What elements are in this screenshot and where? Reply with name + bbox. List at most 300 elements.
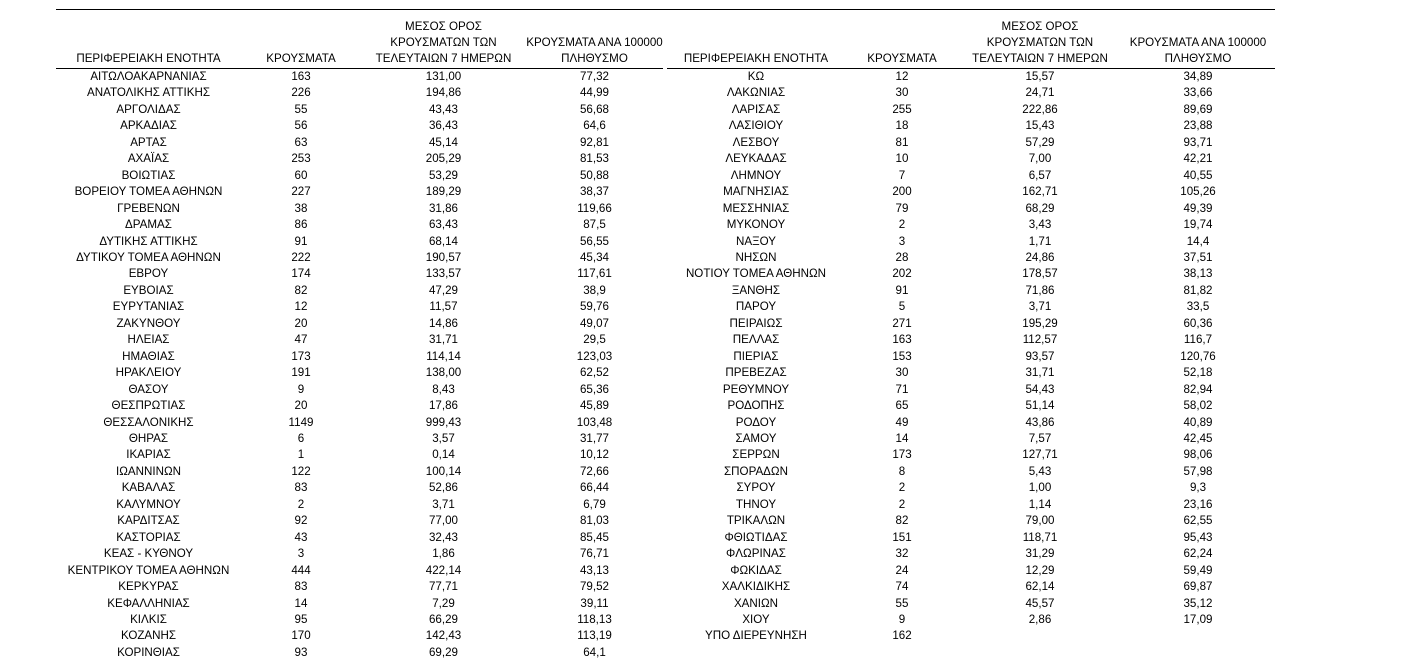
cases-cell: 153 (892, 349, 912, 363)
region-cell: ΙΚΑΡΙΑΣ (126, 448, 171, 462)
cases-cell: 9 (898, 612, 906, 626)
region-cell: ΘΗΡΑΣ (128, 431, 169, 445)
avg-7day-cell: 77,00 (428, 514, 458, 528)
region-cell: ΦΛΩΡΙΝΑΣ (726, 547, 786, 561)
cases-cell: 14 (895, 431, 909, 445)
table-row (56, 316, 663, 332)
table-row (667, 464, 1275, 480)
per-100k-cell: 81,53 (579, 152, 609, 166)
avg-7day-cell: 1,14 (1028, 497, 1052, 511)
cases-cell: 3 (898, 234, 906, 248)
cases-cell: 91 (294, 234, 308, 248)
cases-cell: 12 (294, 300, 308, 314)
avg-7day-cell: 53,29 (428, 168, 458, 182)
avg-7day-cell: 68,14 (428, 234, 458, 248)
cases-cell: 222 (291, 250, 311, 264)
per-100k-cell: 38,13 (1183, 267, 1213, 281)
cases-cell: 9 (297, 382, 305, 396)
region-cell: ΚΙΛΚΙΣ (130, 612, 167, 626)
per-100k-cell: 62,24 (1183, 547, 1213, 561)
table-row (667, 118, 1275, 134)
cases-cell: 71 (895, 382, 909, 396)
cases-cell: 55 (895, 596, 909, 610)
per-100k-cell: 81,82 (1183, 283, 1213, 297)
per-100k-cell: 62,52 (579, 366, 609, 380)
per-100k-cell: 64,6 (583, 119, 606, 133)
avg-7day-cell: 100,14 (425, 464, 462, 478)
per-100k-cell: 43,13 (579, 563, 609, 577)
avg-7day-cell: 131,00 (425, 70, 462, 83)
per-100k-cell: 49,39 (1183, 201, 1213, 215)
cases-cell: 122 (291, 464, 311, 478)
avg-7day-cell: 3,71 (1028, 300, 1052, 314)
per-100k-cell: 6,79 (583, 497, 606, 511)
per-100k-cell: 56,68 (579, 102, 609, 116)
per-100k-cell: 45,34 (579, 250, 609, 264)
table-row (56, 217, 663, 233)
table-row (56, 628, 663, 644)
cases-cell: 173 (291, 349, 311, 363)
cases-cell: 8 (898, 464, 906, 478)
avg-7day-cell: 12,29 (1025, 563, 1055, 577)
per-100k-cell: 39,11 (580, 596, 609, 610)
region-cell: ΠΕΛΛΑΣ (732, 333, 780, 347)
table-row (56, 168, 663, 184)
region-cell: ΒΟΙΩΤΙΑΣ (121, 168, 176, 182)
table-row (667, 250, 1275, 266)
region-cell: ΜΑΓΝΗΣΙΑΣ (723, 185, 789, 199)
region-cell: ΤΗΝΟΥ (735, 497, 777, 511)
region-cell: ΛΗΜΝΟΥ (730, 168, 782, 182)
table-row (56, 497, 663, 513)
table-row (56, 447, 663, 463)
region-cell: ΝΑΞΟΥ (735, 234, 777, 248)
avg-7day-cell: 999,43 (425, 415, 462, 429)
table-row (56, 382, 663, 398)
avg-7day-cell (959, 628, 1121, 644)
region-cell: ΡΟΔΟΠΗΣ (727, 399, 785, 413)
region-cell: ΘΕΣΣΑΛΟΝΙΚΗΣ (103, 415, 194, 429)
cases-cell: 170 (291, 629, 311, 643)
cases-cell: 86 (294, 218, 308, 232)
region-cell: ΧΙΟΥ (742, 612, 770, 626)
avg-7day-cell: 47,29 (428, 283, 458, 297)
region-cell: ΗΛΕΙΑΣ (127, 333, 170, 347)
cases-cell: 83 (294, 580, 308, 594)
table-row (667, 217, 1275, 233)
region-cell: ΑΡΤΑΣ (130, 135, 167, 149)
region-cell: ΠΡΕΒΕΖΑΣ (725, 366, 787, 380)
per-100k-cell: 79,52 (579, 580, 609, 594)
cases-cell: 163 (892, 333, 912, 347)
cases-cell: 83 (294, 481, 308, 495)
cases-cell: 3 (297, 547, 305, 561)
avg-7day-cell: 63,43 (428, 218, 458, 232)
cases-cell: 202 (892, 267, 912, 281)
table-row (56, 201, 663, 217)
cases-cell: 56 (294, 119, 308, 133)
per-100k-cell: 65,36 (579, 382, 609, 396)
table-row (56, 332, 663, 348)
cases-cell: 82 (895, 514, 909, 528)
per-100k-cell: 116,7 (1183, 333, 1213, 347)
table-row (56, 184, 663, 200)
avg-7day-cell: 7,29 (432, 596, 455, 610)
per-100k-cell: 38,9 (583, 283, 606, 297)
table-row (667, 201, 1275, 217)
region-cell: ΑΧΑΪΑΣ (127, 152, 170, 166)
table-row (667, 513, 1275, 529)
avg-7day-cell: 222,86 (1022, 102, 1058, 116)
table-row (56, 513, 663, 529)
per-100k-cell: 34,89 (1183, 70, 1213, 83)
cases-cell: 74 (895, 580, 909, 594)
cases-cell: 2 (898, 218, 906, 232)
per-100k-cell: 50,88 (579, 168, 609, 182)
cases-cell: 173 (892, 448, 912, 462)
region-cell: ΚΕΝΤΡΙΚΟΥ ΤΟΜΕΑ ΑΘΗΝΩΝ (67, 563, 230, 577)
table-row (56, 480, 663, 496)
table-row (56, 250, 663, 266)
table-row (56, 283, 663, 299)
cases-cell: 2 (898, 481, 906, 495)
avg-7day-column-header: ΜΕΣΟΣ ΟΡΟΣ ΚΡΟΥΣΜΑΤΩΝ ΤΩΝ ΤΕΛΕΥΤΑΙΩΝ 7 ΗΜΕΡΩΝ (972, 20, 1108, 65)
avg-7day-cell: 77,71 (428, 580, 458, 594)
table-row (667, 563, 1275, 579)
region-cell: ΔΡΑΜΑΣ (125, 218, 172, 232)
table-row (56, 299, 663, 315)
avg-7day-cell: 138,00 (425, 366, 462, 380)
per-100k-cell: 87,5 (583, 218, 606, 232)
avg-7day-cell: 43,86 (1025, 415, 1055, 429)
avg-7day-cell: 6,57 (1028, 168, 1052, 182)
cases-cell: 151 (892, 530, 912, 544)
table-row (56, 530, 663, 546)
cases-cell: 24 (895, 563, 909, 577)
table-row (667, 102, 1275, 118)
per-100k-cell: 52,18 (1183, 366, 1213, 380)
region-cell: ΚΕΡΚΥΡΑΣ (118, 580, 179, 594)
left-header-row (56, 19, 663, 69)
per-100k-cell: 56,55 (579, 234, 609, 248)
per-100k-cell: 44,99 (579, 86, 609, 100)
cases-cell: 79 (895, 201, 909, 215)
region-cell: ΑΡΓΟΛΙΔΑΣ (116, 102, 181, 116)
region-cell: ΛΕΣΒΟΥ (732, 135, 780, 149)
per-100k-cell: 17,09 (1183, 612, 1213, 626)
avg-7day-cell: 118,71 (1022, 530, 1058, 544)
region-cell: ΤΡΙΚΑΛΩΝ (726, 514, 786, 528)
avg-7day-column-header: ΜΕΣΟΣ ΟΡΟΣ ΚΡΟΥΣΜΑΤΩΝ ΤΩΝ ΤΕΛΕΥΤΑΙΩΝ 7 ΗΜΕΡΩΝ (375, 20, 512, 65)
right-header-row (667, 19, 1275, 69)
per-100k-cell: 66,44 (579, 481, 609, 495)
avg-7day-cell: 69,29 (428, 645, 458, 659)
region-column-header: ΠΕΡΙΦΕΡΕΙΑΚΗ ΕΝΟΤΗΤΑ (76, 52, 221, 65)
table-row (56, 69, 663, 86)
cases-cell: 18 (895, 119, 909, 133)
per-100k-cell: 82,94 (1183, 382, 1213, 396)
avg-7day-cell: 8,43 (432, 382, 455, 396)
avg-7day-cell: 3,57 (432, 431, 455, 445)
avg-7day-cell: 31,86 (428, 201, 458, 215)
cases-cell: 10 (895, 152, 909, 166)
region-cell: ΚΩ (747, 70, 765, 83)
table-row (667, 612, 1275, 628)
table-row (667, 497, 1275, 513)
per-100k-cell: 93,71 (1183, 135, 1213, 149)
per-100k-cell: 76,71 (579, 547, 609, 561)
per-100k-cell: 64,1 (583, 645, 606, 659)
avg-7day-cell: 3,71 (432, 497, 455, 511)
avg-7day-cell: 1,71 (1028, 234, 1052, 248)
avg-7day-cell: 57,29 (1025, 135, 1055, 149)
avg-7day-cell: 62,14 (1025, 580, 1055, 594)
region-cell: ΚΑΡΔΙΤΣΑΣ (117, 514, 180, 528)
per-100k-cell: 117,61 (577, 267, 612, 281)
per-100k-cell: 69,87 (1183, 580, 1213, 594)
per-100k-cell: 35,12 (1183, 596, 1213, 610)
per-100k-cell: 118,13 (577, 612, 612, 626)
region-cell: ΘΑΣΟΥ (128, 382, 169, 396)
region-cell: ΚΑΣΤΟΡΙΑΣ (116, 530, 181, 544)
region-cell: ΦΩΚΙΔΑΣ (730, 563, 782, 577)
cases-cell: 253 (291, 152, 311, 166)
region-cell: ΛΑΚΩΝΙΑΣ (726, 86, 786, 100)
region-cell: ΚΑΒΑΛΑΣ (121, 481, 176, 495)
avg-7day-cell: 24,86 (1025, 250, 1055, 264)
region-cell: ΙΩΑΝΝΙΝΩΝ (116, 464, 181, 478)
cases-cell: 43 (294, 530, 308, 544)
table-row (667, 579, 1275, 595)
avg-7day-cell: 178,57 (1022, 267, 1058, 281)
per-100k-cell: 29,5 (583, 333, 606, 347)
table-row (667, 447, 1275, 463)
region-cell: ΚΟΖΑΝΗΣ (120, 629, 177, 643)
table-row (667, 316, 1275, 332)
region-cell: ΚΕΦΑΛΛΗΝΙΑΣ (107, 596, 190, 610)
table-row (56, 266, 663, 282)
avg-7day-cell: 133,57 (425, 267, 462, 281)
cases-cell: 63 (294, 135, 308, 149)
avg-7day-cell: 31,71 (1025, 366, 1055, 380)
cases-cell: 82 (294, 283, 308, 297)
per-100k-cell: 14,4 (1186, 234, 1210, 248)
right-cases-table (667, 19, 1275, 645)
per-100k-cell: 40,89 (1183, 415, 1213, 429)
cases-cell: 93 (294, 645, 308, 659)
avg-7day-cell: 3,43 (1028, 218, 1052, 232)
per-100k-cell: 62,55 (1183, 514, 1213, 528)
region-cell: ΑΝΑΤΟΛΙΚΗΣ ΑΤΤΙΚΗΣ (86, 86, 210, 100)
avg-7day-cell: 43,43 (428, 102, 458, 116)
avg-7day-cell: 127,71 (1022, 448, 1058, 462)
cases-cell: 65 (895, 399, 909, 413)
table-row (667, 299, 1275, 315)
per-100k-cell: 23,88 (1183, 119, 1213, 133)
avg-7day-cell: 7,00 (1028, 152, 1052, 166)
cases-cell: 163 (291, 70, 311, 83)
avg-7day-cell: 45,14 (428, 135, 458, 149)
per-100k-column-header: ΚΡΟΥΣΜΑΤΑ ΑΝΑ 100000 ΠΛΗΘΥΣΜΟ (526, 36, 663, 65)
region-cell: ΣΥΡΟΥ (736, 481, 776, 495)
per-100k-cell: 40,55 (1183, 168, 1213, 182)
avg-7day-cell: 142,43 (425, 629, 462, 643)
region-cell: ΛΑΡΙΣΑΣ (731, 102, 781, 116)
table-row (56, 85, 663, 101)
avg-7day-cell: 71,86 (1025, 283, 1055, 297)
table-row (667, 546, 1275, 562)
cases-cell: 6 (297, 431, 305, 445)
cases-cell: 227 (291, 185, 311, 199)
cases-cell: 5 (898, 300, 906, 314)
region-cell: ΠΙΕΡΙΑΣ (733, 349, 779, 363)
region-cell: ΝΟΤΙΟΥ ΤΟΜΕΑ ΑΘΗΝΩΝ (685, 267, 827, 281)
avg-7day-cell: 205,29 (425, 152, 462, 166)
per-100k-cell: 59,49 (1183, 563, 1213, 577)
avg-7day-cell: 45,57 (1025, 596, 1055, 610)
avg-7day-cell: 114,14 (426, 349, 461, 363)
region-cell: ΧΑΝΙΩΝ (733, 596, 779, 610)
region-cell: ΣΕΡΡΩΝ (732, 448, 780, 462)
avg-7day-cell: 1,00 (1028, 481, 1052, 495)
top-rule (56, 9, 1275, 10)
cases-cell: 95 (294, 612, 308, 626)
per-100k-cell: 49,07 (579, 316, 609, 330)
cases-cell: 20 (294, 316, 308, 330)
avg-7day-cell: 68,29 (1025, 201, 1055, 215)
avg-7day-cell: 31,29 (1025, 547, 1055, 561)
left-table-body (56, 69, 663, 661)
per-100k-cell: 38,37 (579, 185, 609, 199)
table-row (56, 596, 663, 612)
table-row (56, 349, 663, 365)
cases-cell: 28 (895, 250, 909, 264)
avg-7day-cell: 162,71 (1022, 185, 1058, 199)
table-row (667, 628, 1275, 644)
table-row (667, 382, 1275, 398)
table-row (667, 398, 1275, 414)
avg-7day-cell: 195,29 (1022, 316, 1058, 330)
cases-cell: 12 (895, 70, 909, 83)
region-cell: ΕΒΡΟΥ (128, 267, 169, 281)
avg-7day-cell: 1,86 (432, 547, 455, 561)
avg-7day-cell: 112,57 (1022, 333, 1058, 347)
region-cell: ΡΟΔΟΥ (735, 415, 777, 429)
per-100k-cell: 33,66 (1183, 86, 1213, 100)
avg-7day-cell: 79,00 (1025, 514, 1055, 528)
cases-cell: 174 (291, 267, 311, 281)
region-cell: ΞΑΝΘΗΣ (731, 283, 781, 297)
region-cell: ΗΜΑΘΙΑΣ (122, 349, 175, 363)
per-100k-cell: 37,51 (1183, 250, 1213, 264)
per-100k-cell: 77,32 (579, 70, 609, 83)
region-cell: ΚΟΡΙΝΘΙΑΣ (117, 645, 180, 659)
cases-cell: 444 (291, 563, 311, 577)
cases-cell: 200 (892, 185, 912, 199)
region-cell: ΑΡΚΑΔΙΑΣ (120, 119, 177, 133)
table-row (56, 546, 663, 562)
per-100k-column-header: ΚΡΟΥΣΜΑΤΑ ΑΝΑ 100000 ΠΛΗΘΥΣΜΟ (1129, 36, 1267, 65)
per-100k-cell: 10,12 (579, 448, 609, 462)
per-100k-cell: 9,3 (1189, 481, 1207, 495)
table-row (56, 151, 663, 167)
avg-7day-cell: 51,14 (1025, 399, 1055, 413)
avg-7day-cell: 54,43 (1025, 382, 1055, 396)
table-row (667, 596, 1275, 612)
region-cell: ΧΑΛΚΙΔΙΚΗΣ (721, 580, 791, 594)
region-cell: ΚΑΛΥΜΝΟΥ (116, 497, 181, 511)
cases-cell: 92 (294, 514, 308, 528)
cases-cell: 55 (294, 102, 308, 116)
cases-cell: 30 (895, 86, 909, 100)
cases-cell: 271 (892, 316, 912, 330)
per-100k-cell: 120,76 (1180, 349, 1216, 363)
region-cell: ΦΘΙΩΤΙΔΑΣ (724, 530, 788, 544)
avg-7day-cell: 5,43 (1028, 464, 1052, 478)
per-100k-cell: 57,98 (1183, 464, 1213, 478)
per-100k-cell: 45,89 (579, 399, 609, 413)
left-cases-table (56, 19, 663, 661)
cases-cell: 1149 (288, 415, 314, 429)
per-100k-cell (1121, 628, 1275, 644)
cases-cell: 20 (294, 399, 308, 413)
region-cell: ΑΙΤΩΛΟΑΚΑΡΝΑΝΙΑΣ (90, 70, 207, 83)
per-100k-cell: 19,74 (1183, 218, 1213, 232)
avg-7day-cell: 194,86 (425, 86, 462, 100)
table-row (56, 135, 663, 151)
table-row (56, 431, 663, 447)
region-cell: ΒΟΡΕΙΟΥ ΤΟΜΕΑ ΑΘΗΝΩΝ (74, 185, 223, 199)
region-column-header: ΠΕΡΙΦΕΡΕΙΑΚΗ ΕΝΟΤΗΤΑ (683, 52, 829, 65)
avg-7day-cell: 66,29 (428, 612, 458, 626)
cases-cell: 30 (895, 366, 909, 380)
per-100k-cell: 105,26 (1180, 185, 1216, 199)
table-row (667, 69, 1275, 86)
avg-7day-cell: 7,57 (1028, 431, 1052, 445)
region-cell: ΔΥΤΙΚΟΥ ΤΟΜΕΑ ΑΘΗΝΩΝ (76, 250, 221, 264)
per-100k-cell: 123,03 (576, 349, 613, 363)
per-100k-cell: 23,16 (1183, 497, 1213, 511)
per-100k-cell: 59,76 (579, 300, 609, 314)
per-100k-cell: 60,36 (1183, 316, 1213, 330)
table-row (56, 118, 663, 134)
per-100k-cell: 89,69 (1183, 102, 1213, 116)
table-row (56, 579, 663, 595)
per-100k-cell: 33,5 (1186, 300, 1210, 314)
avg-7day-cell: 52,86 (428, 481, 458, 495)
avg-7day-cell: 32,43 (428, 530, 458, 544)
table-row (667, 415, 1275, 431)
region-cell: ΝΗΣΩΝ (735, 250, 777, 264)
per-100k-cell: 31,77 (579, 431, 609, 445)
cases-cell: 2 (297, 497, 305, 511)
cases-cell: 1 (297, 448, 305, 462)
cases-cell: 2 (898, 497, 906, 511)
region-cell: ΓΡΕΒΕΝΩΝ (117, 201, 180, 215)
region-cell: ΕΥΡΥΤΑΝΙΑΣ (112, 300, 185, 314)
region-cell: ΥΠΟ ΔΙΕΡΕΥΝΗΣΗ (705, 629, 807, 643)
per-100k-cell: 81,03 (579, 514, 609, 528)
region-cell: ΣΑΜΟΥ (735, 431, 777, 445)
region-cell: ΛΑΣΙΘΙΟΥ (728, 119, 784, 133)
per-100k-cell: 42,45 (1183, 431, 1213, 445)
table-row (56, 398, 663, 414)
per-100k-cell: 113,19 (577, 629, 612, 643)
cases-cell: 38 (294, 201, 308, 215)
table-row (56, 102, 663, 118)
table-row (667, 365, 1275, 381)
cases-cell: 60 (294, 168, 308, 182)
